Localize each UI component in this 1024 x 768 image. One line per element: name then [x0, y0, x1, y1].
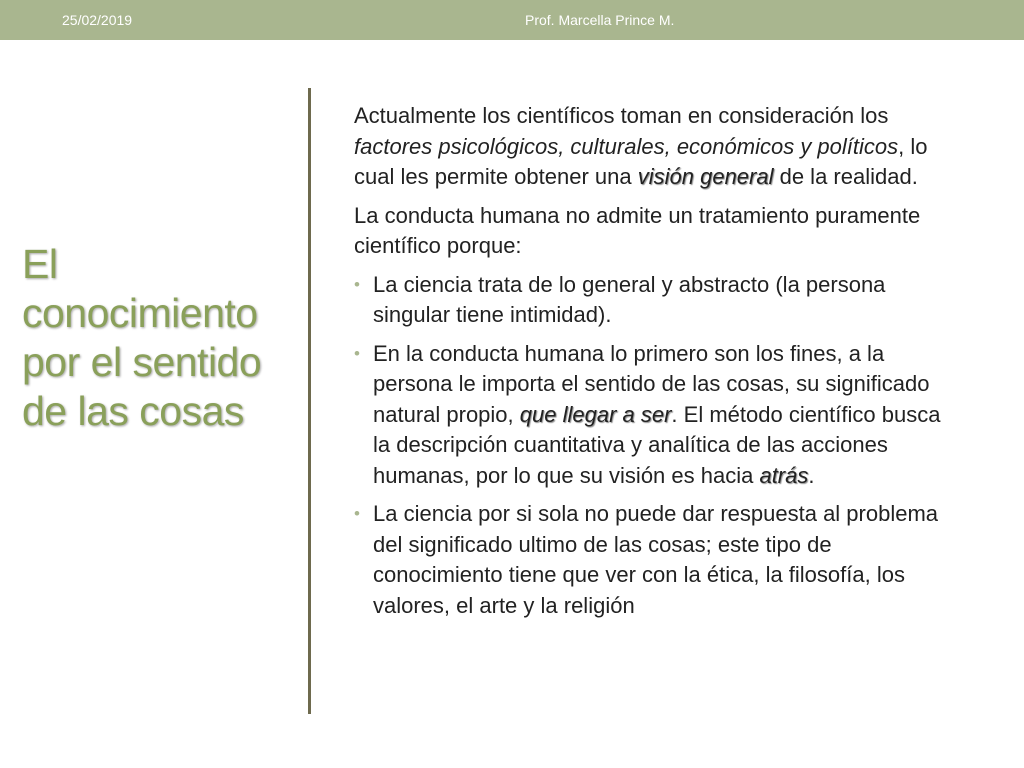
bullet-icon: • — [354, 274, 360, 294]
slide-author: Prof. Marcella Prince M. — [525, 12, 675, 28]
slide-content — [354, 101, 954, 629]
bullet-item — [354, 499, 954, 621]
bullet-text: La ciencia trata de lo general y abstracto (la persona singular tiene intimidad). — [373, 271, 886, 327]
bullet-item — [354, 339, 954, 492]
bullet-text-2: . El método científico busca la descripción cuantitativa y analítica de las acciones humanas, por lo que su visión es hacia — [373, 401, 941, 488]
bullet-icon: • — [354, 343, 360, 363]
header-bar — [0, 0, 1024, 40]
intro-text-1: Actualmente los científicos toman en consideración los — [354, 103, 889, 128]
second-paragraph: La conducta humana no admite un tratamiento puramente científico porque: — [354, 202, 921, 258]
bullet-text: La ciencia por si sola no puede dar respuesta al problema del significado ultimo de las cosas; este tipo de conocimiento tiene que ver con la ética, la filosofía, los valores, el arte y la religión — [373, 501, 939, 618]
intro-paragraph — [354, 101, 954, 193]
bullet-list — [354, 270, 954, 622]
bullet-text-3: . — [808, 462, 815, 488]
bullet-icon: • — [354, 504, 360, 523]
bullet-text-1: En la conducta humana lo primero son los fines, a la persona le importa el sentido de las cosas, su significado natural propio, — [373, 340, 930, 427]
bullet-highlight-1: que llegar a ser — [519, 401, 672, 427]
slide-date: 25/02/2019 — [62, 12, 133, 28]
bullet-highlight-2: atrás — [759, 462, 809, 488]
intro-highlight: visión general — [637, 164, 774, 189]
vertical-divider — [308, 88, 311, 714]
slide-title: El conocimiento por el sentido de las cosas — [22, 241, 262, 434]
intro-emphasis: factores psicológicos, culturales, económicos y políticos — [354, 133, 899, 159]
intro-text-2: , lo cual les permite obtener una — [354, 133, 928, 189]
bullet-item — [354, 270, 954, 331]
intro-text-3: de la realidad. — [773, 164, 918, 189]
